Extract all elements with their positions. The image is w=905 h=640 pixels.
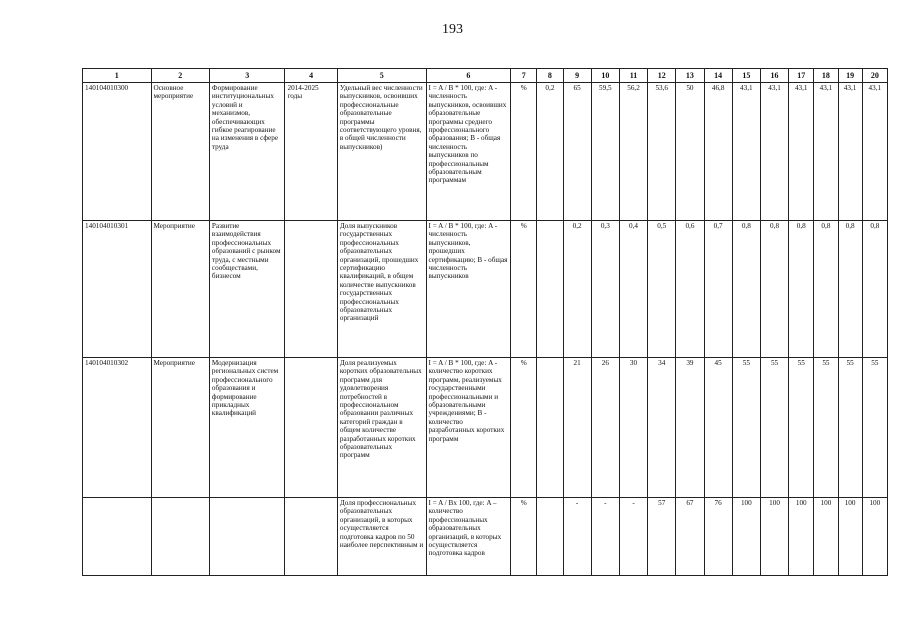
period-cell <box>285 358 337 498</box>
code-cell: 140104010301 <box>83 221 152 358</box>
header-cell: 17 <box>789 69 814 83</box>
value-cell: 100 <box>814 498 838 576</box>
unit-cell: % <box>511 358 537 498</box>
header-cell: 7 <box>511 69 537 83</box>
indicator-cell: Доля выпускников государственных профессиональных образовательных организаций, прошедших сертификацию квалификаций, в общем количестве выпускников государственных профессиональных образовательных организаций <box>337 221 426 358</box>
value-cell: 30 <box>619 358 647 498</box>
header-cell: 4 <box>285 69 337 83</box>
code-cell: 140104010300 <box>83 83 152 221</box>
unit-cell: % <box>511 221 537 358</box>
value-cell: 0,3 <box>591 221 619 358</box>
header-cell: 18 <box>814 69 838 83</box>
value-cell: 43,1 <box>814 83 838 221</box>
value-cell: 0,7 <box>704 221 732 358</box>
value-cell: 0,8 <box>862 221 887 358</box>
name-cell: Модернизация региональных систем профессионального образования и формирование прикладных квалификаций <box>209 358 285 498</box>
value-cell: 39 <box>676 358 704 498</box>
period-cell <box>285 221 337 358</box>
header-row <box>83 69 888 83</box>
value-cell: 55 <box>814 358 838 498</box>
value-cell: 0,8 <box>760 221 788 358</box>
value-cell: 100 <box>789 498 814 576</box>
header-cell: 8 <box>537 69 563 83</box>
name-cell: Формирование институциональных условий и механизмов, обеспечивающих гибкое реагирование на изменения в сфере труда <box>209 83 285 221</box>
header-cell: 11 <box>619 69 647 83</box>
value-cell: 0,2 <box>563 221 591 358</box>
header-cell: 20 <box>862 69 887 83</box>
value-cell: 55 <box>732 358 760 498</box>
value-cell: 43,1 <box>789 83 814 221</box>
value-cell: 0,2 <box>537 83 563 221</box>
unit-cell: % <box>511 498 537 576</box>
header-cell: 19 <box>838 69 862 83</box>
type-cell: Мероприятие <box>151 221 209 358</box>
value-cell: 100 <box>838 498 862 576</box>
name-cell: Развитие взаимодействия профессиональных образований с рынком труда, с местными сообществами, бизнесом <box>209 221 285 358</box>
value-cell: 46,8 <box>704 83 732 221</box>
value-cell: 43,1 <box>760 83 788 221</box>
type-cell: Основное мероприятие <box>151 83 209 221</box>
value-cell: 56,2 <box>619 83 647 221</box>
indicator-cell: Доля профессиональных образовательных организаций, в которых осуществляется подготовка кадров по 50 наиболее перспективным и <box>337 498 426 576</box>
value-cell: 55 <box>760 358 788 498</box>
name-cell <box>209 498 285 576</box>
value-cell: - <box>563 498 591 576</box>
value-cell: 0,8 <box>838 221 862 358</box>
value-cell: 0,8 <box>732 221 760 358</box>
formula-cell: I = A / B * 100, где: A - количество коротких программ, реализуемых государственными профессиональными и образовательными учреждениями; B - количество разработанных коротких программ <box>426 358 511 498</box>
value-cell: 100 <box>862 498 887 576</box>
indicator-cell: Доля реализуемых коротких образовательных программ для удовлетворения потребностей в профессиональном образовании различных категорий граждан в общем количестве разработанных коротких образовательных программ <box>337 358 426 498</box>
value-cell: 55 <box>789 358 814 498</box>
header-cell: 13 <box>676 69 704 83</box>
page-number: 193 <box>442 22 463 37</box>
indicator-cell: Удельный вес численности выпускников, освоивших профессиональные образовательные программы соответствующего уровня, в общей численности выпускников) <box>337 83 426 221</box>
formula-cell: I = A / B * 100, где: A - численность выпускников, освоивших образовательные программы среднего профессионального образования; B - общая численность выпускников по профессиональным образовательным программам <box>426 83 511 221</box>
value-cell: 59,5 <box>591 83 619 221</box>
header-cell: 6 <box>426 69 511 83</box>
header-cell: 12 <box>648 69 676 83</box>
value-cell: 76 <box>704 498 732 576</box>
value-cell: 43,1 <box>732 83 760 221</box>
header-cell: 15 <box>732 69 760 83</box>
period-cell <box>285 498 337 576</box>
table-row <box>83 221 888 358</box>
table-row <box>83 83 888 221</box>
value-cell: 45 <box>704 358 732 498</box>
type-cell <box>151 498 209 576</box>
value-cell: 55 <box>838 358 862 498</box>
period-cell: 2014-2025 годы <box>285 83 337 221</box>
value-cell: 55 <box>862 358 887 498</box>
header-cell: 1 <box>83 69 152 83</box>
header-cell: 16 <box>760 69 788 83</box>
header-cell: 10 <box>591 69 619 83</box>
table-row <box>83 498 888 576</box>
value-cell <box>537 358 563 498</box>
value-cell: 65 <box>563 83 591 221</box>
header-cell: 9 <box>563 69 591 83</box>
value-cell: 100 <box>732 498 760 576</box>
formula-cell: I = A / B * 100, где: A - численность выпускников, прошедших сертификацию; B - общая численность выпускников <box>426 221 511 358</box>
value-cell: 0,8 <box>814 221 838 358</box>
header-cell: 2 <box>151 69 209 83</box>
header-cell: 14 <box>704 69 732 83</box>
value-cell: 67 <box>676 498 704 576</box>
value-cell <box>537 221 563 358</box>
value-cell: 34 <box>648 358 676 498</box>
value-cell: 43,1 <box>838 83 862 221</box>
value-cell: 0,8 <box>789 221 814 358</box>
code-cell <box>83 498 152 576</box>
code-cell: 140104010302 <box>83 358 152 498</box>
type-cell: Мероприятие <box>151 358 209 498</box>
value-cell: 53,6 <box>648 83 676 221</box>
value-cell: 57 <box>648 498 676 576</box>
value-cell: 26 <box>591 358 619 498</box>
value-cell <box>537 498 563 576</box>
header-cell: 5 <box>337 69 426 83</box>
value-cell: 0,6 <box>676 221 704 358</box>
value-cell: 0,5 <box>648 221 676 358</box>
value-cell: 0,4 <box>619 221 647 358</box>
value-cell: 50 <box>676 83 704 221</box>
measures-table <box>82 68 888 576</box>
value-cell: 43,1 <box>862 83 887 221</box>
table-row <box>83 358 888 498</box>
value-cell: - <box>591 498 619 576</box>
formula-cell: I = A / Bx 100, где: A – количество профессиональных образовательных организаций, в которых осуществляется подготовка кадров <box>426 498 511 576</box>
value-cell: - <box>619 498 647 576</box>
unit-cell: % <box>511 83 537 221</box>
value-cell: 100 <box>760 498 788 576</box>
header-cell: 3 <box>209 69 285 83</box>
value-cell: 21 <box>563 358 591 498</box>
